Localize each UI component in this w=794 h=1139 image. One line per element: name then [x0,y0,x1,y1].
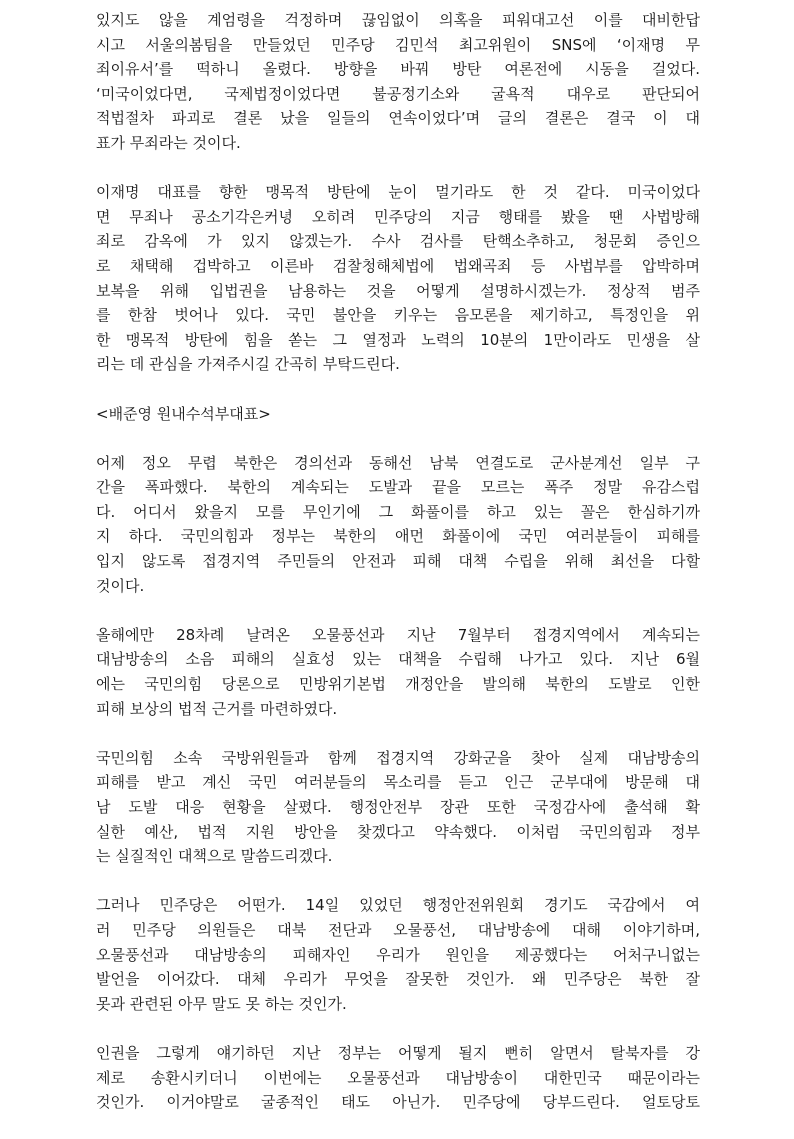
text-line: 그러나 민주당은 어떤가. 14일 있었던 행정안전위원회 경기도 국감에서 여 [96,896,700,915]
document-page [96,8,700,1139]
text-line: 는 실질적인 대책으로 말씀드리겠다. [96,847,333,866]
text-line: 이재명 대표를 향한 맹목적 방탄에 눈이 멀기라도 한 것 같다. 미국이었다 [96,183,700,202]
text-line: 발언을 이어갔다. 대체 우리가 무엇을 잘못한 것인가. 왜 민주당은 북한 잘 [96,970,700,989]
text-line: 제로 송환시키더니 이번에는 오물풍선과 대남방송이 대한민국 때문이라는 [96,1068,700,1087]
text-line: 한 맹목적 방탄에 힘을 쏟는 그 열정과 노력의 10분의 1만이라도 민생을 살 [96,330,700,349]
text-line: 것인가. 이거야말로 굴종적인 태도 아닌가. 민주당에 당부드린다. 얼토당토 [96,1093,700,1112]
text-line: 인권을 그렇게 얘기하던 지난 정부는 어떻게 될지 뻔히 알면서 탈북자를 강 [96,1043,700,1062]
text-line: 올해에만 28차례 날려온 오물풍선과 지난 7월부터 접경지역에서 계속되는 [96,625,700,644]
text-line: 대남방송의 소음 피해의 실효성 있는 대책을 수립해 나가고 있다. 지난 6월 [96,650,700,669]
text-line: 다. 어디서 왔을지 모를 무인기에 그 화풀이를 하고 있는 꼴은 한심하기까 [96,502,700,521]
text-line: 못과 관련된 아무 말도 못 하는 것인가. [96,994,347,1013]
text-line: 입지 않도록 접경지역 주민들의 안전과 피해 대책 수립을 위해 최선을 다할 [96,552,700,571]
text-line: 실한 예산, 법적 지원 방안을 찾겠다고 약속했다. 이처럼 국민의힘과 정부 [96,822,700,841]
text-line: 러 민주당 의원들은 대북 전단과 오물풍선, 대남방송에 대해 이야기하며, [96,920,700,939]
paragraph [96,8,700,156]
paragraph [96,451,700,599]
text-line: 오물풍선과 대남방송의 피해자인 우리가 원인을 제공했다는 어처구니없는 [96,945,700,964]
text-line: 적법절차 파괴로 결론 났을 일들의 연속이었다’며 글의 결론은 결국 이 대 [96,109,700,128]
text-line: 면 무죄나 공소기각은커녕 오히려 민주당의 지금 행태를 봤을 땐 사법방해 [96,207,700,226]
text-line: 에는 국민의힘 당론으로 민방위기본법 개정안을 발의해 북한의 도발로 인한 [96,675,700,694]
text-line: 있지도 않을 계엄령을 걱정하며 끊임없이 의혹을 피워대고선 이를 대비한답 [96,11,700,29]
text-line: 로 채택해 겁박하고 이른바 검찰청해체법에 법왜곡죄 등 사법부를 압박하며 [96,256,700,275]
text-line: 피해를 받고 계신 국민 여러분들의 목소리를 듣고 인근 군부대에 방문해 대 [96,773,700,792]
text-line: 간을 폭파했다. 북한의 계속되는 도발과 끝을 모르는 폭주 정말 유감스럽 [96,478,700,497]
paragraph [96,893,700,1016]
text-line: 남 도발 대응 현황을 살폈다. 행정안전부 장관 또한 국정감사에 출석해 확 [96,798,700,816]
text-line: 국민의힘 소속 국방위원들과 함께 접경지역 강화군을 찾아 실제 대남방송의 [96,748,700,767]
text-line: ‘미국이었다면, 국제법정이었다면 불공정기소와 굴욕적 대우로 판단되어 [96,84,700,103]
paragraph [96,623,700,721]
paragraph [96,746,700,869]
text-line: 표가 무죄라는 것이다. [96,133,241,152]
text-line: 시고 서울의봄팀을 만들었던 민주당 김민석 최고위원이 SNS에 ‘이재명 무 [96,35,700,54]
text-line: 지 하다. 국민의힘과 정부는 북한의 애먼 화풀이에 국민 여러분들이 피해를 [96,527,700,546]
text-line: 피해 보상의 법적 근거를 마련하였다. [96,699,338,718]
text-line: 죄이유서’를 떡하니 올렸다. 방향을 바꿔 방탄 여론전에 시동을 걸었다. [96,60,700,79]
paragraph [96,180,700,377]
text-line: 것이다. [96,576,145,595]
text-line: <배준영 원내수석부대표> [96,404,271,423]
text-line: 보복을 위해 입법권을 남용하는 것을 어떻게 설명하시겠는가. 정상적 범주 [96,281,700,300]
text-line: 리는 데 관심을 가져주시길 간곡히 부탁드린다. [96,355,400,374]
section-heading [96,402,700,427]
text-line: 어제 정오 무렵 북한은 경의선과 동해선 남북 연결도로 군사분계선 일부 구 [96,453,700,472]
text-line: 를 한참 벗어나 있다. 국민 불안을 키우는 음모론을 제기하고, 특정인을 위 [96,306,700,325]
text-line: 죄로 감옥에 가 있지 않겠는가. 수사 검사를 탄핵소추하고, 청문회 증인으 [96,232,700,251]
paragraph [96,1041,700,1115]
